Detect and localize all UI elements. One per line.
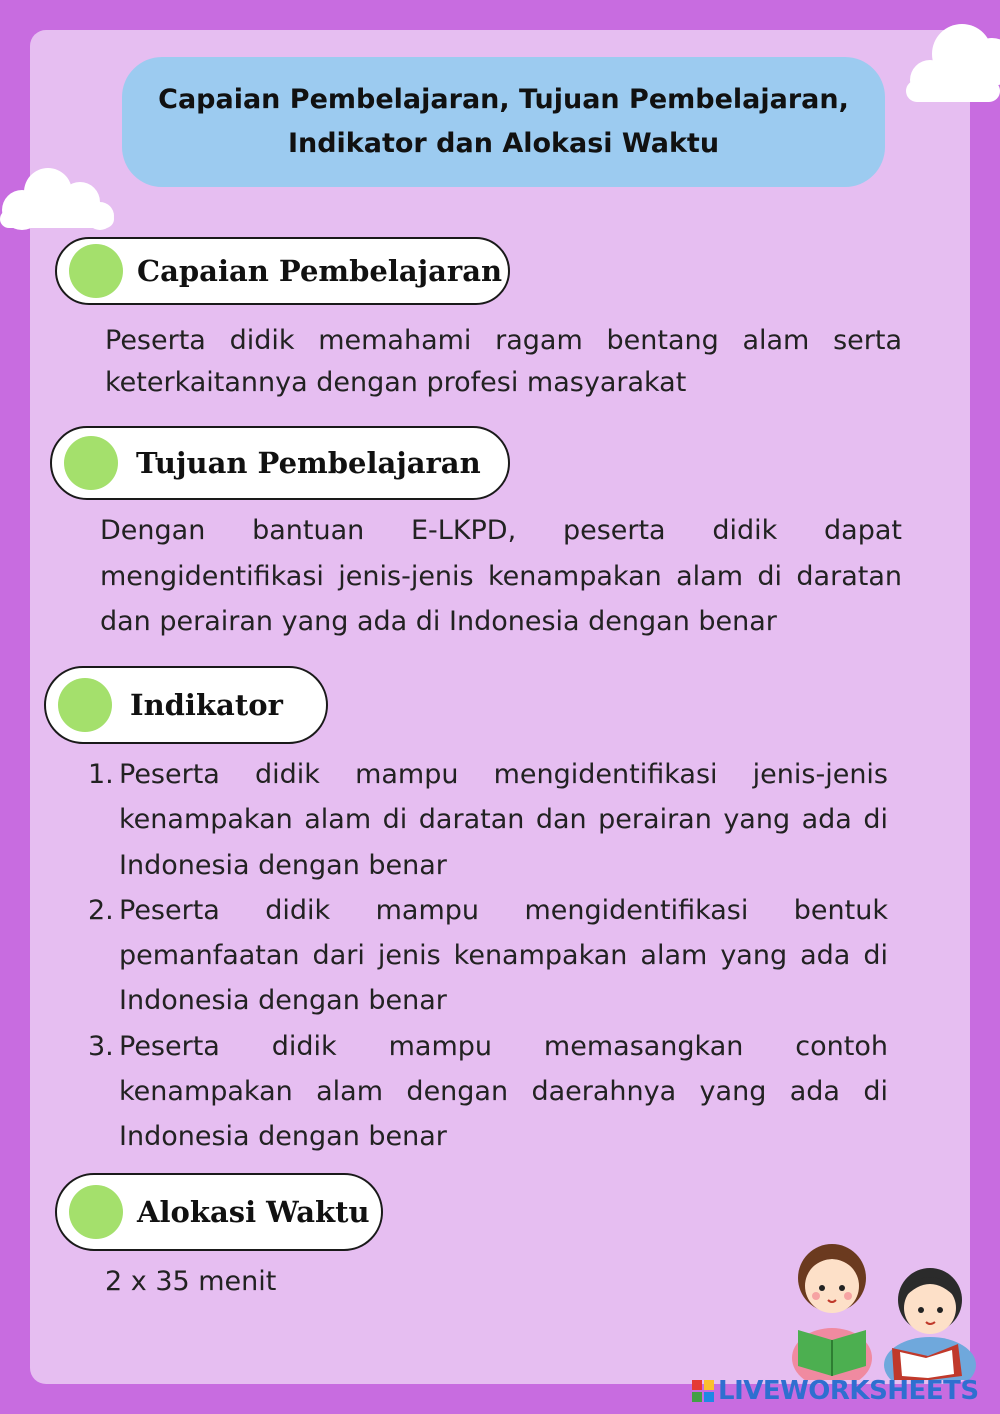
section-heading-indikator [44, 666, 328, 744]
bullet-dot-icon [69, 1185, 123, 1239]
list-item-text: Peserta didik mampu memasangkan contoh kenampakan alam dengan daerahnya yang ada di Indonesia dengan benar [119, 1030, 888, 1153]
list-item [88, 1024, 888, 1160]
bullet-dot-icon [69, 244, 123, 298]
section-heading-tujuan [50, 426, 510, 500]
alokasi-text: 2 x 35 menit [105, 1266, 277, 1297]
section-heading-label: Capaian Pembelajaran [137, 254, 503, 288]
indikator-list [88, 752, 888, 1160]
liveworksheets-logo [692, 1376, 979, 1406]
page-title-line-1: Capaian Pembelajaran, Tujuan Pembelajaran, [158, 84, 849, 115]
page-title-line-2: Indikator dan Alokasi Waktu [287, 128, 720, 159]
list-item [88, 888, 888, 1024]
section-heading-label: Indikator [130, 688, 283, 722]
list-item-number: 3. [88, 1030, 114, 1062]
cloud-icon [900, 18, 1000, 106]
list-item-text: Peserta didik mampu mengidentifikasi bentuk pemanfaatan dari jenis kenampakan alam yang ada di Indonesia dengan benar [119, 894, 888, 1017]
watermark-text: LIVEWORKSHEETS [718, 1376, 979, 1406]
list-item-text: Peserta didik mampu mengidentifikasi jenis-jenis kenampakan alam di daratan dan perairan yang ada di Indonesia dengan benar [119, 759, 888, 881]
page-title-banner [122, 57, 885, 187]
capaian-text: Peserta didik memahami ragam bentang alam serta keterkaitannya dengan profesi masyarakat [105, 325, 902, 398]
list-item-number: 2. [88, 894, 114, 926]
bullet-dot-icon [64, 436, 118, 490]
tujuan-text: Dengan bantuan E-LKPD, peserta didik dapat mengidentifikasi jenis-jenis kenampakan alam di daratan dan perairan yang ada di Indonesia dengan benar [100, 515, 902, 637]
bullet-dot-icon [58, 678, 112, 732]
section-heading-label: Alokasi Waktu [137, 1195, 370, 1229]
section-heading-capaian [55, 237, 510, 305]
liveworksheets-logo-icon [692, 1380, 714, 1402]
cloud-icon [0, 160, 120, 235]
section-heading-alokasi [55, 1173, 383, 1251]
list-item [88, 752, 888, 888]
section-heading-label: Tujuan Pembelajaran [136, 446, 481, 480]
list-item-number: 1. [88, 759, 114, 790]
reading-children-illustration [780, 1230, 990, 1380]
